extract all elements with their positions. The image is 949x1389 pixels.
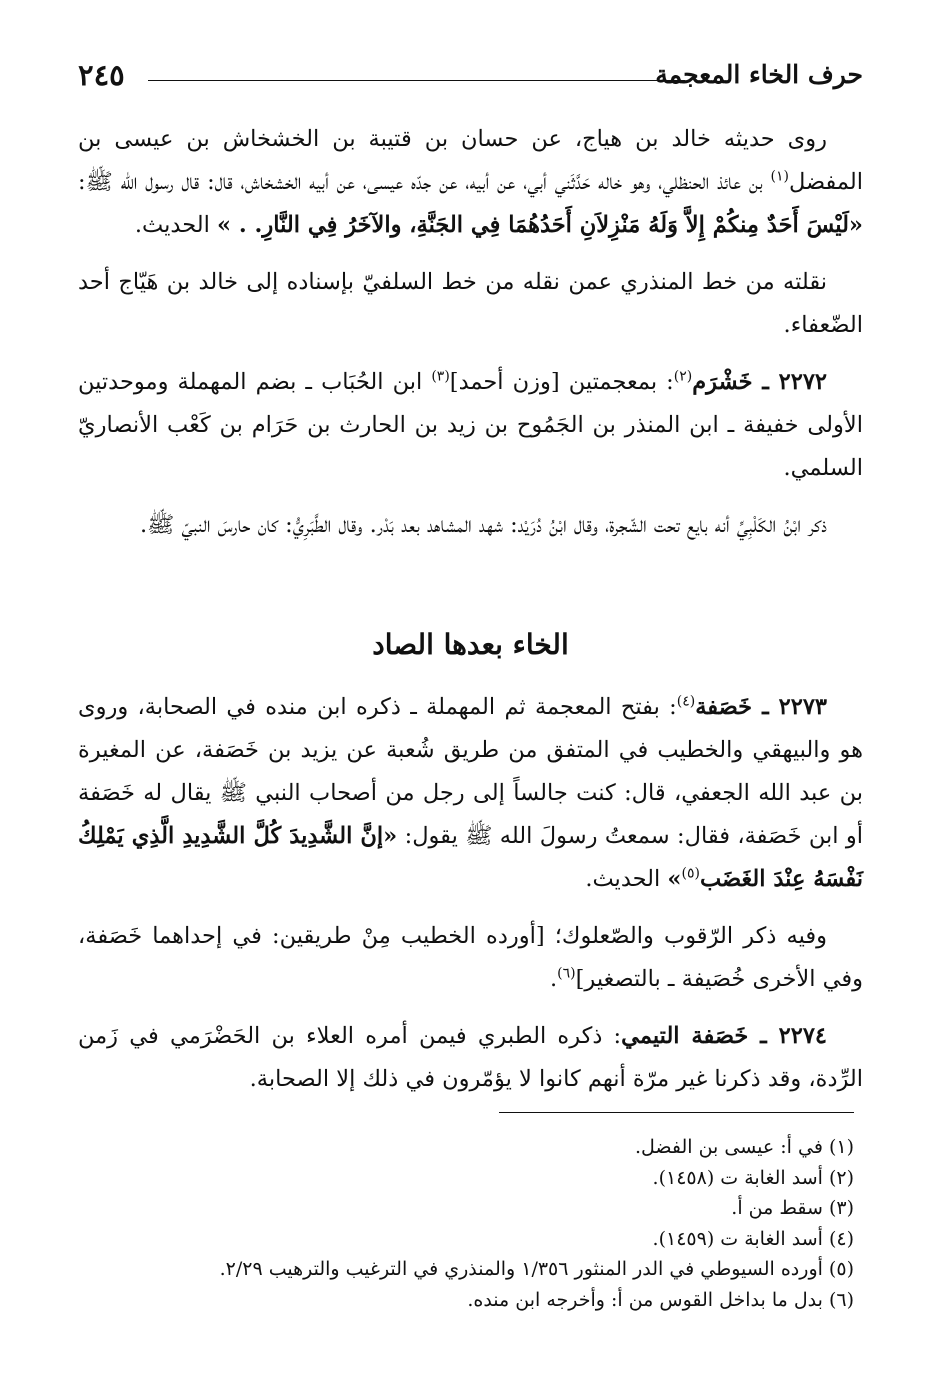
paragraph-text: : بمعجمتين [وزن أحمد] (449, 369, 674, 395)
footnote-marker: (٢) (673, 368, 693, 385)
hadith-quote: «إنَّ الشَّدِيدَ كُلَّ الشَّدِيدِ الَّذِي يَمْلِكُ نَفْسَهُ عِنْدَ الغَضَب (78, 823, 863, 892)
footnote-marker: (٥) (681, 865, 700, 882)
main-text-lower (78, 686, 863, 1115)
footnote-marker: (٤) (676, 693, 696, 710)
footnote-item: (٣) سقط من أ. (731, 1197, 854, 1219)
footnote-item: (٦) بدل ما بداخل القوس من أ: وأخرجه ابن منده. (467, 1288, 854, 1311)
hadith-quote: «لَيْسَ أَحَدٌ مِنكُمْ إِلاَّ وَلَهُ مَنْزِلاَنِ أَحَدُهُمَا فِي الجَنَّةِ، والآخَرُ فِي النَّارِ. . » (217, 212, 863, 238)
main-text-upper (78, 118, 863, 561)
paragraph-text: : بفتح المعجمة ثم المهملة ـ ذكره ابن منده في الصحابة، وروى هو والبيهقي والخطيب في المتفق من طريق شُعبة عن يزيد بن خَصَفة، عن المغيرة بن عبد الله الجعفي، قال: كنت جالساً إلى رجل من أصحاب النبي ﷺ يقال له خَصَفة أو ابن خَصَفة، فقال: سمعتُ رسولَ الله ﷺ يقول: (78, 694, 863, 849)
footnotes (154, 1132, 854, 1315)
page-header (78, 58, 863, 98)
upper-paragraph (78, 261, 863, 347)
entry-heading: ٢٢٧٢ ـ خَشْرَم (692, 369, 827, 395)
paragraph-text: الحديث. (585, 866, 668, 892)
paragraph-text: بن عائذ الحنظلي، وهو خاله حَدَّثَني أبي، عن أبيه، عن جدّه عيسى، عن أبيه الخشخاش، قال: قال رسول الله ﷺ: (78, 169, 771, 195)
entry-heading: ٢٢٧٣ ـ خَصَفة (695, 694, 827, 720)
header-rule (148, 80, 685, 81)
footnote-marker: (٦) (557, 965, 576, 982)
paragraph-text: . (550, 966, 558, 992)
paragraph-text: الحديث. (134, 212, 217, 238)
upper-paragraph (78, 361, 863, 490)
paragraph-text: ابن الحُبَاب ـ بضم المهملة وموحدتين الأولى خفيفة ـ ابن المنذر بن الجَمُوح بن زيد بن الحارث بن حَرَام بن كَعْب الأنصاريّ السلمي. (78, 369, 863, 481)
entry-heading: ٢٢٧٤ ـ خَصَفة التيمي (621, 1023, 827, 1049)
paragraph-text: ذكر ابْنُ الكَلْبِيِّ أنه بايع تحت الشّجرة، وقال ابْنُ دُرَيْد: شهد المشاهد بعد بَدْر. وقال الطَّبَرِيُّ: كان حارسَ النبيّ ﷺ. (140, 512, 827, 538)
lower-paragraph (78, 686, 863, 901)
page-number: ٢٤٥ (78, 58, 125, 92)
footnote-marker: (٣) (431, 368, 450, 385)
footnote-rule (499, 1112, 854, 1113)
upper-paragraph (78, 504, 863, 547)
footnote-item: (٥) أورده السيوطي في الدر المنثور ١/٣٥٦ والمنذري في الترغيب والترهيب ٢/٢٩. (219, 1258, 854, 1280)
paragraph-text: : ذكره الطبري فيمن أمره العلاء بن الحَضْرَمي في زَمن الرِّدة، وقد ذكرنا غير مرّة أنهم كانوا لا يؤمّرون في ذلك إلا الصحابة. (78, 1023, 863, 1092)
paragraph-text: نقلته من خط المنذري عمن نقله من خط السلفيّ بإسناده إلى خالد بن هَيّاج أحد الضّعفاء. (78, 269, 863, 338)
footnote-marker: (١) (770, 168, 789, 185)
footnote-item: (٤) أسد الغابة ت (١٤٥٩). (652, 1227, 854, 1250)
footnote-item: (١) في أ: عيسى بن الفضل. (634, 1136, 854, 1158)
running-title: حرف الخاء المعجمة (655, 60, 863, 89)
paragraph-text: روى حديثه خالد بن هياج، عن حسان بن قتيبة بن الخشخاش بن عيسى بن المفضل (78, 126, 863, 195)
paragraph-text: وفيه ذكر الرّقوب والصّعلوك؛ [أورده الخطيب مِنْ طريقين: في إحداهما خَصَفة، وفي الأخرى خُصَيفة ـ بالتصغير] (78, 923, 863, 992)
section-heading: الخاء بعدها الصاد (372, 628, 569, 661)
lower-paragraph (78, 915, 863, 1001)
footnote-item: (٢) أسد الغابة ت (١٤٥٨). (652, 1166, 854, 1189)
hadith-quote: » (667, 866, 682, 892)
upper-paragraph (78, 118, 863, 247)
lower-paragraph (78, 1015, 863, 1101)
